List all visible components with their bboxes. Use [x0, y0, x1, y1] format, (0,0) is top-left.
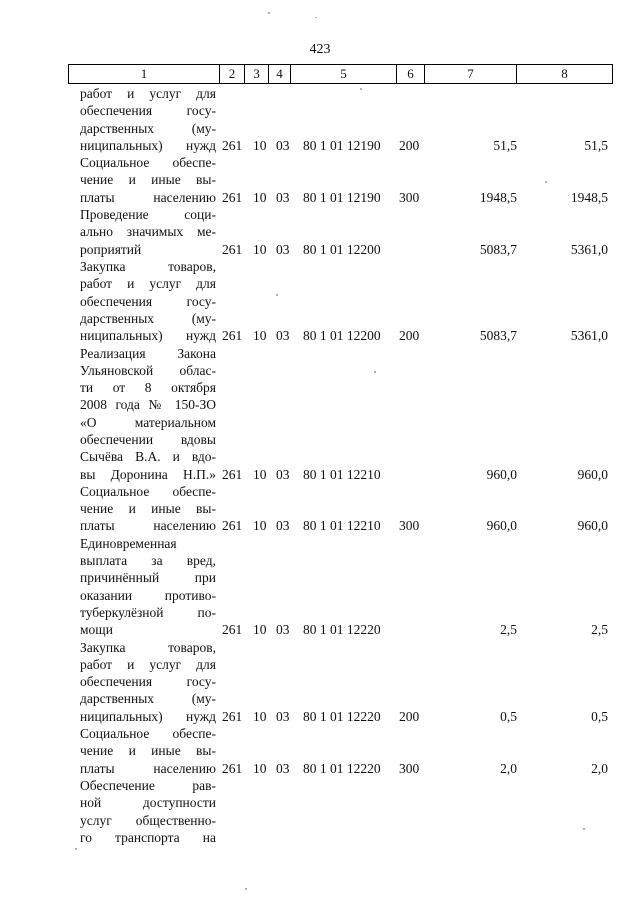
amount-year-2: 960,0 [577, 518, 608, 534]
target-article: 80 1 01 12220 [303, 708, 381, 724]
section-code: 10 [253, 189, 267, 205]
expense-type: 200 [399, 708, 420, 724]
description-line: дарственных (му- [80, 120, 216, 136]
scan-speck [75, 848, 77, 850]
scan-speck [245, 888, 247, 890]
amount-year-2: 0,5 [591, 708, 608, 724]
header-col-8: 8 [561, 66, 568, 81]
description-line: туберкулёзной по- [80, 604, 216, 620]
admin-code: 261 [222, 241, 243, 257]
row-values [0, 241, 640, 258]
description-line: чение и иные вы- [80, 501, 216, 517]
amount-year-1: 960,0 [486, 518, 517, 534]
section-code: 10 [253, 708, 267, 724]
description-line: платы населению [80, 760, 216, 776]
amount-year-2: 5361,0 [570, 241, 608, 257]
header-col-6: 6 [397, 65, 425, 83]
description-line: чение и иные вы- [80, 743, 216, 759]
target-article: 80 1 01 12200 [303, 328, 381, 344]
amount-year-2: 960,0 [577, 466, 608, 482]
row-values [0, 708, 640, 725]
target-article: 80 1 01 12210 [303, 518, 381, 534]
description-line: платы населению [80, 189, 216, 205]
admin-code: 261 [222, 189, 243, 205]
admin-code: 261 [222, 328, 243, 344]
description-line: ниципальных) нужд [80, 708, 216, 724]
admin-code: 261 [222, 137, 243, 153]
description-line: Единовременная [80, 535, 177, 551]
description-line: Социальное обеспе- [80, 155, 216, 171]
target-article: 80 1 01 12200 [303, 241, 381, 257]
description-line: платы населению [80, 518, 216, 534]
scan-speck [360, 88, 362, 90]
description-line: вы Доронина Н.П.» [80, 466, 216, 482]
row-description [80, 345, 216, 483]
admin-code: 261 [222, 622, 243, 638]
description-line: работ и услуг для [80, 86, 216, 101]
description-line: ниципальных) нужд [80, 137, 216, 153]
section-code: 10 [253, 241, 267, 257]
subsection-code: 03 [276, 137, 290, 153]
description-line: дарственных (му- [80, 310, 216, 326]
amount-year-1: 51,5 [493, 137, 517, 153]
admin-code: 261 [222, 760, 243, 776]
header-col-3: 3 [245, 65, 269, 83]
expense-type: 300 [399, 189, 420, 205]
target-article: 80 1 01 12190 [303, 137, 381, 153]
header-col-1: 1 [69, 65, 220, 83]
scan-speck [374, 371, 376, 373]
expense-type: 300 [399, 518, 420, 534]
description-line: работ и услуг для [80, 276, 216, 292]
row-values [0, 466, 640, 483]
admin-code: 261 [222, 708, 243, 724]
scan-speck [276, 294, 278, 296]
header-col-2: 2 [220, 65, 245, 83]
scan-speck [583, 828, 585, 830]
section-code: 10 [253, 760, 267, 776]
description-line: Обеспечение рав- [80, 778, 216, 793]
description-line: Социальное обеспе- [80, 726, 216, 742]
table-header [68, 64, 613, 84]
scan-speck [545, 181, 547, 183]
amount-year-1: 1948,5 [479, 189, 517, 205]
target-article: 80 1 01 12220 [303, 760, 381, 776]
target-article: 80 1 01 12190 [303, 189, 381, 205]
row-values [0, 327, 640, 344]
description-line: выплата за вред, [80, 553, 216, 569]
subsection-code: 03 [276, 708, 290, 724]
description-line: мощи [80, 622, 113, 638]
header-col-5: 5 [291, 65, 397, 83]
target-article: 80 1 01 12220 [303, 622, 381, 638]
amount-year-2: 2,0 [591, 760, 608, 776]
row-values [0, 517, 640, 534]
description-line: Сычёва В.А. и вдо- [80, 449, 216, 465]
description-line: причинённый при [80, 570, 216, 586]
subsection-code: 03 [276, 328, 290, 344]
description-line: Ульяновской облас- [80, 362, 216, 378]
description-line: обеспечения госу- [80, 293, 216, 309]
amount-year-2: 51,5 [584, 137, 608, 153]
amount-year-1: 5083,7 [479, 328, 517, 344]
row-values [0, 829, 640, 846]
row-values [0, 760, 640, 777]
amount-year-1: 960,0 [486, 466, 517, 482]
description-line: 2008 года № 150-ЗО [80, 397, 216, 413]
description-line: Закупка товаров, [80, 639, 216, 655]
description-line: Социальное обеспе- [80, 483, 216, 499]
subsection-code: 03 [276, 189, 290, 205]
expense-type: 300 [399, 760, 420, 776]
description-line: Проведение соци- [80, 207, 216, 223]
section-code: 10 [253, 137, 267, 153]
description-line: Реализация Закона [80, 345, 216, 361]
admin-code: 261 [222, 466, 243, 482]
description-line: работ и услуг для [80, 656, 216, 672]
subsection-code: 03 [276, 518, 290, 534]
description-line: го транспорта на [80, 829, 216, 845]
section-code: 10 [253, 622, 267, 638]
description-line: дарственных (му- [80, 691, 216, 707]
description-line: услуг общественно- [80, 812, 216, 828]
header-col-7: 7 [425, 65, 517, 83]
amount-year-2: 2,5 [591, 622, 608, 638]
amount-year-1: 5083,7 [479, 241, 517, 257]
subsection-code: 03 [276, 241, 290, 257]
description-line: оказании противо- [80, 587, 216, 603]
amount-year-2: 1948,5 [570, 189, 608, 205]
page-number: 423 [309, 42, 331, 57]
description-line: обеспечении вдовы [80, 431, 216, 447]
description-line: обеспечения госу- [80, 103, 216, 119]
description-line: обеспечения госу- [80, 674, 216, 690]
scan-speck [315, 17, 317, 18]
amount-year-2: 5361,0 [570, 328, 608, 344]
expense-type: 200 [399, 137, 420, 153]
description-line: ально значимых ме- [80, 224, 216, 240]
description-line: ниципальных) нужд [80, 328, 216, 344]
subsection-code: 03 [276, 622, 290, 638]
description-line: роприятий [80, 241, 142, 257]
description-line: ти от 8 октября [80, 380, 216, 396]
description-line: чение и иные вы- [80, 172, 216, 188]
admin-code: 261 [222, 518, 243, 534]
row-values [0, 189, 640, 206]
target-article: 80 1 01 12210 [303, 466, 381, 482]
description-line: ной доступности [80, 795, 216, 811]
description-line: Закупка товаров, [80, 259, 216, 274]
expense-type: 200 [399, 328, 420, 344]
amount-year-1: 0,5 [500, 708, 517, 724]
subsection-code: 03 [276, 466, 290, 482]
header-col-4: 4 [269, 65, 291, 83]
description-line: «О материальном [80, 414, 216, 430]
section-code: 10 [253, 328, 267, 344]
section-code: 10 [253, 466, 267, 482]
scan-speck [268, 12, 270, 14]
row-values [0, 621, 640, 638]
subsection-code: 03 [276, 760, 290, 776]
section-code: 10 [253, 518, 267, 534]
amount-year-1: 2,0 [500, 760, 517, 776]
amount-year-1: 2,5 [500, 622, 517, 638]
row-values [0, 137, 640, 154]
